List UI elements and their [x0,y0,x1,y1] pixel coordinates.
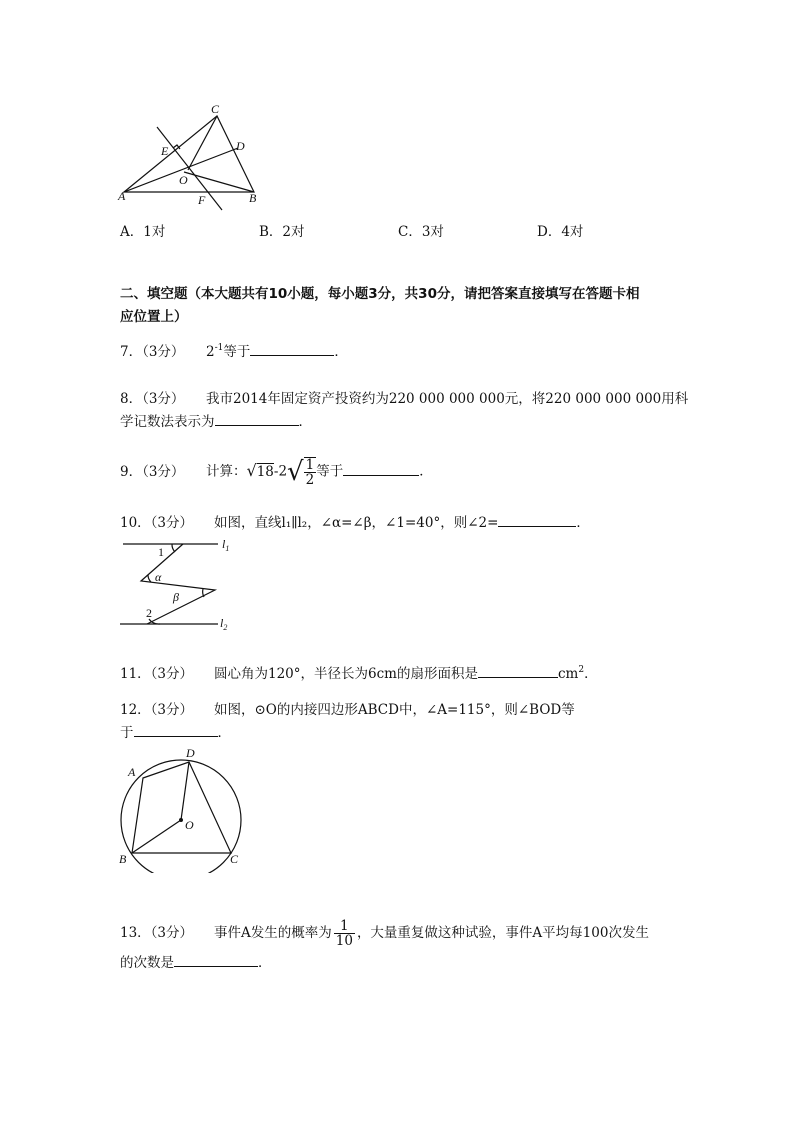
label-e: E [161,144,169,158]
angle-alpha-arc [148,575,151,582]
question-7: 7．（3分） $2^{-1}$等于 ． [120,343,348,360]
triangle-abc [124,116,254,192]
question-9: 9．（3分） 计算：√18-2√ $\frac{1}{2}$ 等于 ． [120,457,433,488]
l2-label: $l_2$ [220,616,228,632]
option-c: C．3对 [398,224,444,240]
label-d: D [186,746,195,760]
line-ef [157,127,222,210]
option-d: D．4对 [537,224,584,240]
beta-label: β [173,590,179,604]
center-dot [179,818,183,822]
answer-blank [498,512,576,527]
answer-blank [134,722,218,737]
sqrt-18: √18 [246,460,274,480]
label-b: B [249,191,257,205]
option-b: B．2对 [259,224,305,240]
angle-1-label: 1 [158,545,164,559]
answer-blank [478,663,558,678]
angle-1-arc [172,544,175,552]
label-c: C [230,852,239,866]
angle-beta-arc [203,589,204,597]
parallel-lines-figure [115,535,240,635]
label-b: B [119,852,127,866]
label-o: O [185,818,194,832]
label-c: C [211,102,220,116]
question-12: 12．（3分） 如图，⊙O的内接四边形ABCD中，∠A=115°，则∠BOD等 于 ． [120,702,575,741]
sqrt-half: √ $\frac{1}{2}$ [287,457,315,488]
radius-od [181,762,189,820]
label-f: F [198,193,206,207]
zigzag [141,544,215,624]
label-o: O [179,173,188,187]
answer-blank [250,341,334,356]
label-a: A [128,765,136,779]
label-d: D [236,139,245,153]
triangle-figure [110,100,270,215]
option-a: A．1对 [120,224,166,240]
answer-blank [215,411,299,426]
circle-figure [113,743,253,873]
question-10: 10．（3分） 如图，直线l₁∥l₂，∠α=∠β，∠1=40°，则∠2= ． [120,512,590,533]
answer-blank [174,952,258,967]
quadrilateral-abcd [132,762,231,853]
section-heading: 二、填空题（本大题共有10小题，每小题3分，共30分，请把答案直接填写在答题卡相 应位置上） [120,286,640,325]
answer-blank [343,461,419,476]
angle-2-label: 2 [146,606,152,620]
line-ob [184,172,254,192]
label-a: A [118,189,126,203]
radius-ob [132,820,181,853]
question-11: 11．（3分） 圆心角为120°，半径长为6cm的扇形面积是 $cm^2$． [120,665,598,682]
alpha-label: α [155,570,162,584]
l1-label: $l_1$ [222,537,230,553]
question-8: 8．（3分） 我市2014年固定资产投资约为220 000 000 000元，将220 000 000 000用科 学记数法表示为 ． [120,391,689,430]
question-13: 13．（3分） 事件A发生的概率为 $\frac{1}{10}$ ，大量重复做这种试验，事件A平均每100次发生 的次数是 ． [120,917,649,971]
